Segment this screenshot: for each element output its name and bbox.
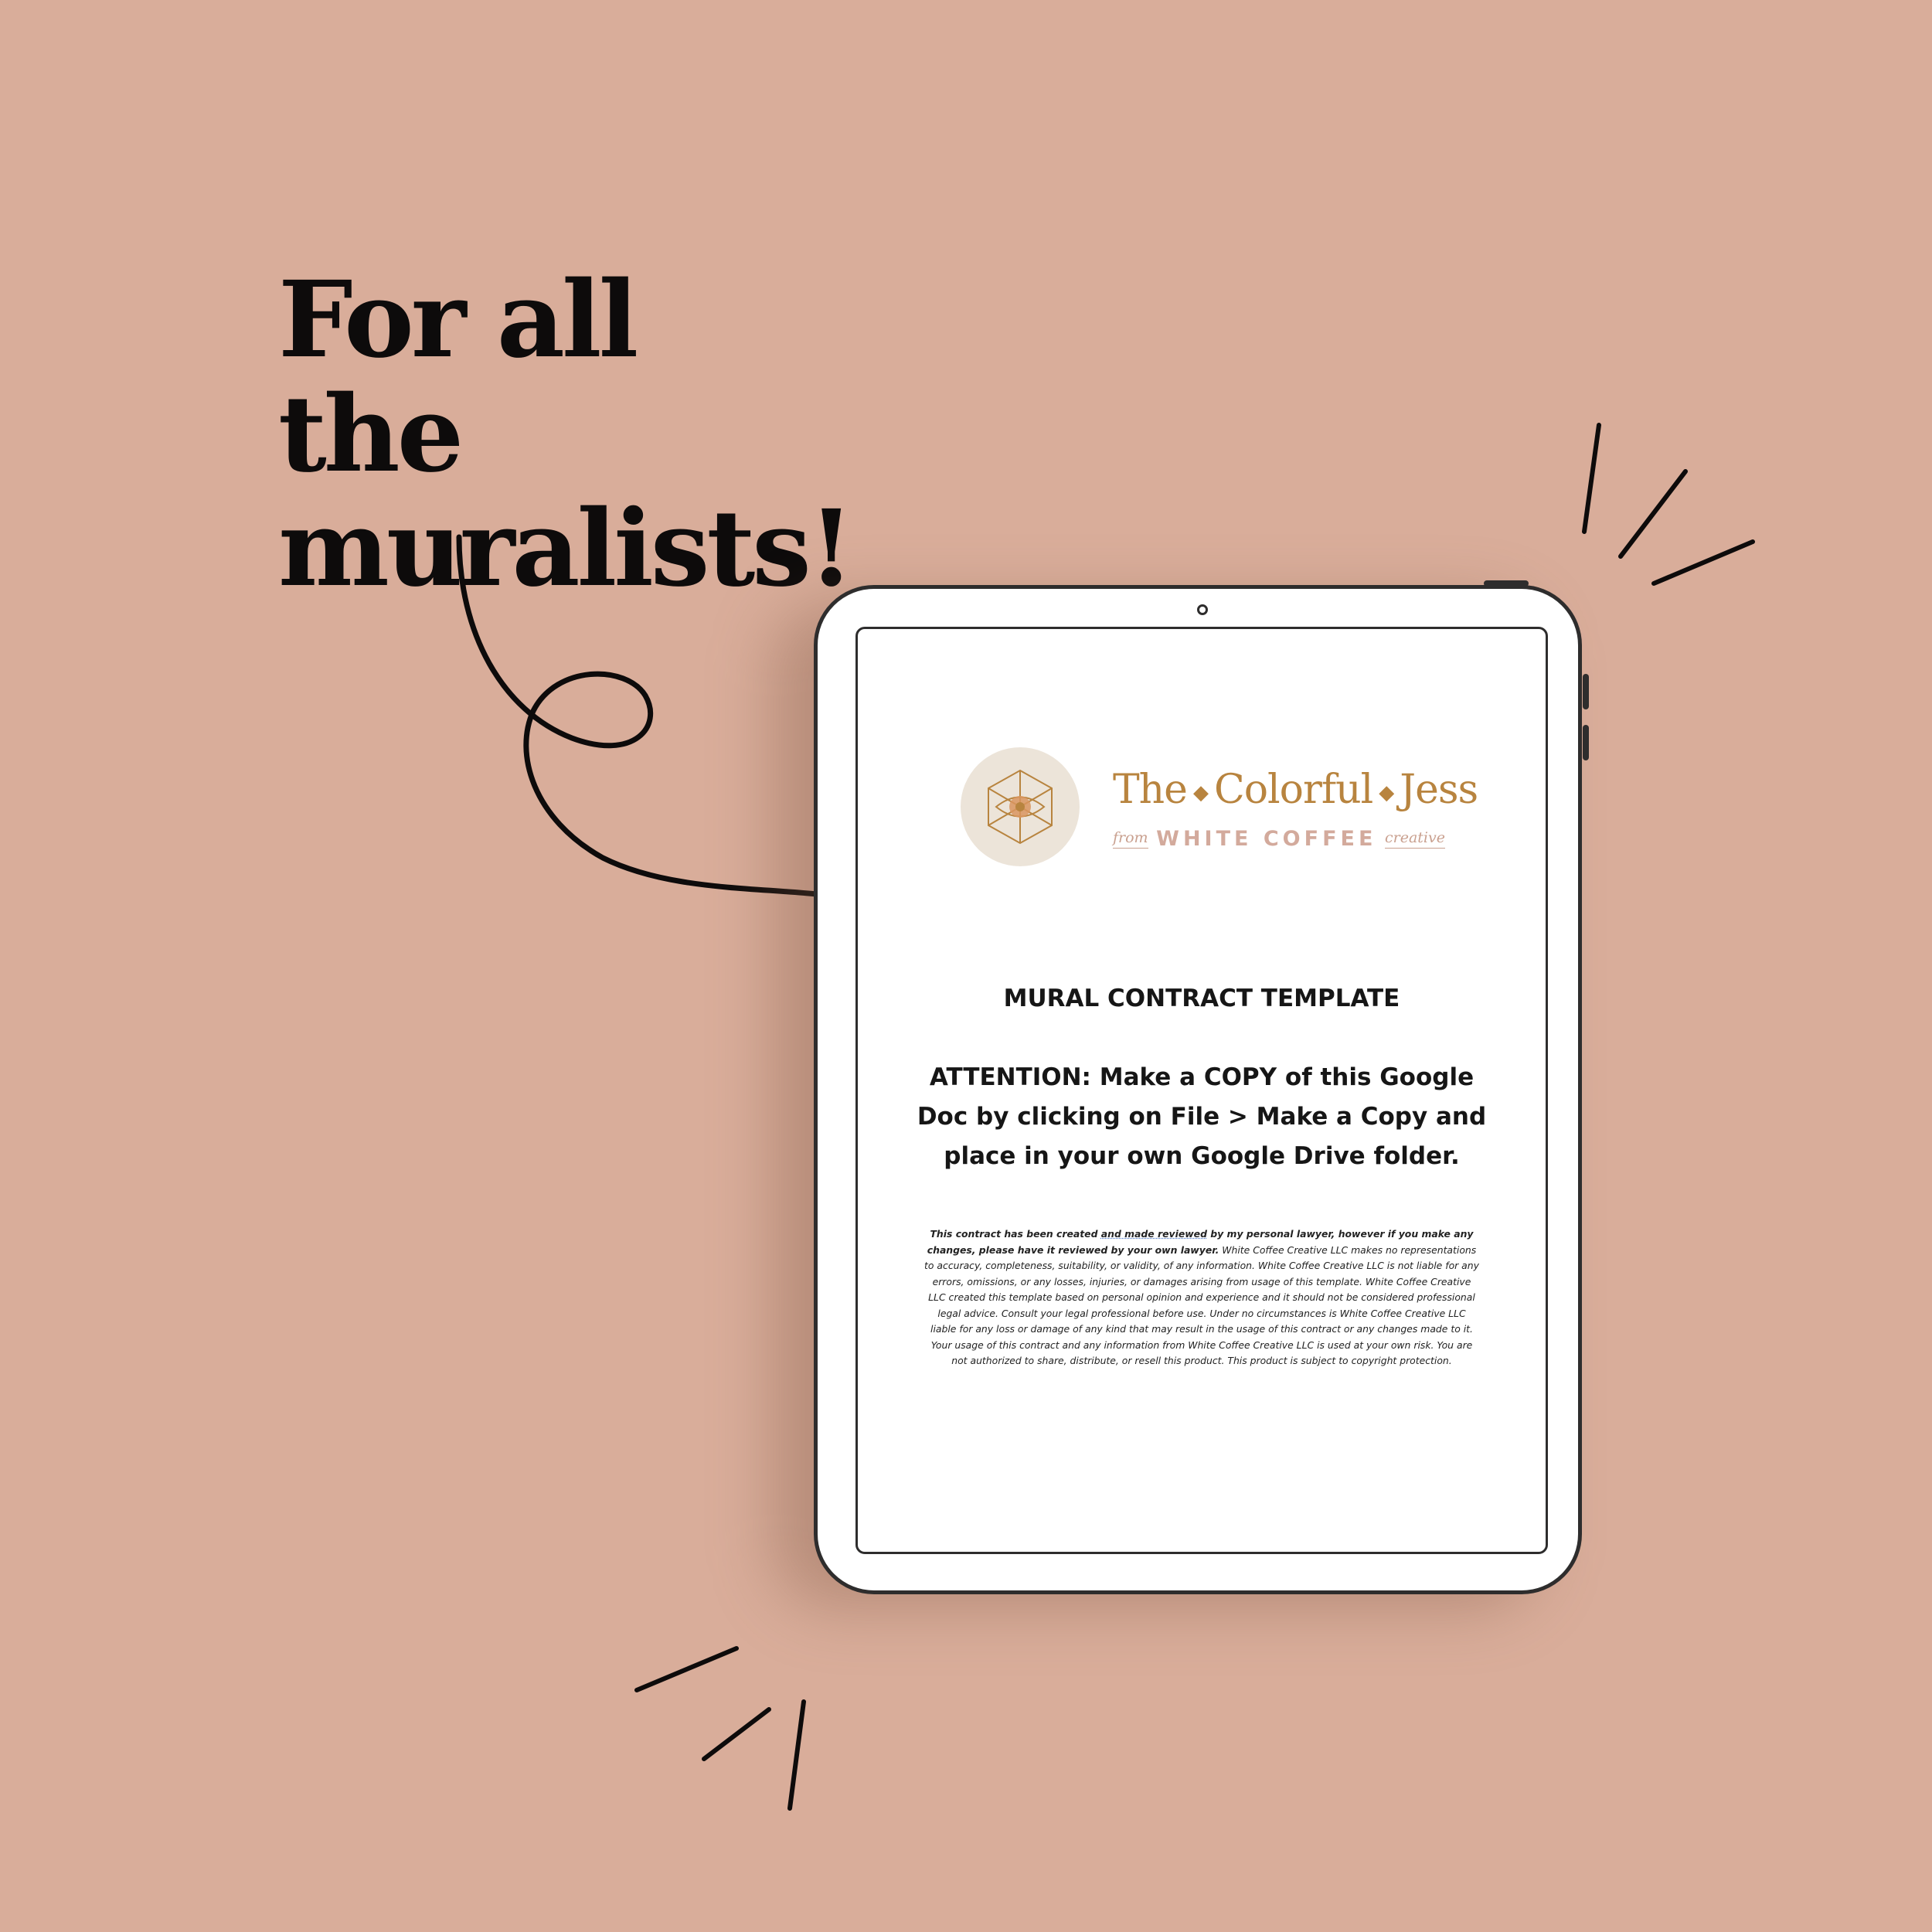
legal-disclaimer: [923, 1226, 1480, 1369]
legal-body: White Coffee Creative LLC makes no representations to accuracy, completeness, suitability, or validity, of any information. White Coffee Creative LLC is not liable for any errors, omissions, or any losses, injuries, or damages arising from usage of this template. White Coffee Creative LLC created this template based on personal opinion and experience and it should not be considered professional legal advice. Consult your legal professional before use. Under no circumstances is White Coffee Creative LLC liable for any loss or damage of any kind that may result in the usage of this contract or any changes made to it. Your usage of this contract and any information from White Coffee Creative LLC is used at your own risk. You are not authorized to share, distribute, or resell this product. This product is subject to copyright protection.: [924, 1243, 1479, 1366]
power-button: [1484, 580, 1529, 587]
tablet-screen: [855, 627, 1548, 1554]
legal-lead-2: by my personal lawyer, however if you make any changes, please have it reviewed by your own lawyer.: [927, 1228, 1474, 1256]
legal-lead: This contract has been created: [930, 1228, 1101, 1240]
brand-creative: creative: [1385, 829, 1445, 849]
tablet-device: [814, 585, 1582, 1594]
brand-name-part-1: The: [1113, 767, 1187, 813]
brand-separator-2: ◆: [1379, 781, 1394, 804]
brand-name: [1113, 767, 1478, 813]
headline-line-1: For all the: [278, 258, 636, 496]
brand-name-part-2: Colorful: [1213, 767, 1373, 813]
volume-down-button: [1583, 725, 1589, 760]
brand-from: from: [1113, 829, 1148, 849]
brand-tagline: [1113, 827, 1445, 851]
attention-notice: ATTENTION: Make a COPY of this Google Doc by clicking on File > Make a Copy and place in your own Google Drive folder.: [917, 1063, 1487, 1170]
document-title: MURAL CONTRACT TEMPLATE: [1003, 985, 1400, 1012]
hexagon-eye-logo-icon: [961, 747, 1080, 866]
camera-icon: [1197, 604, 1208, 615]
legal-underlined: and made reviewed: [1100, 1228, 1207, 1240]
brand-company: WHITE COFFEE: [1156, 827, 1377, 851]
brand-name-part-3: Jess: [1400, 767, 1478, 813]
volume-up-button: [1583, 674, 1589, 709]
brand-separator-1: ◆: [1192, 781, 1208, 804]
headline-line-2: muralists!: [278, 487, 852, 611]
